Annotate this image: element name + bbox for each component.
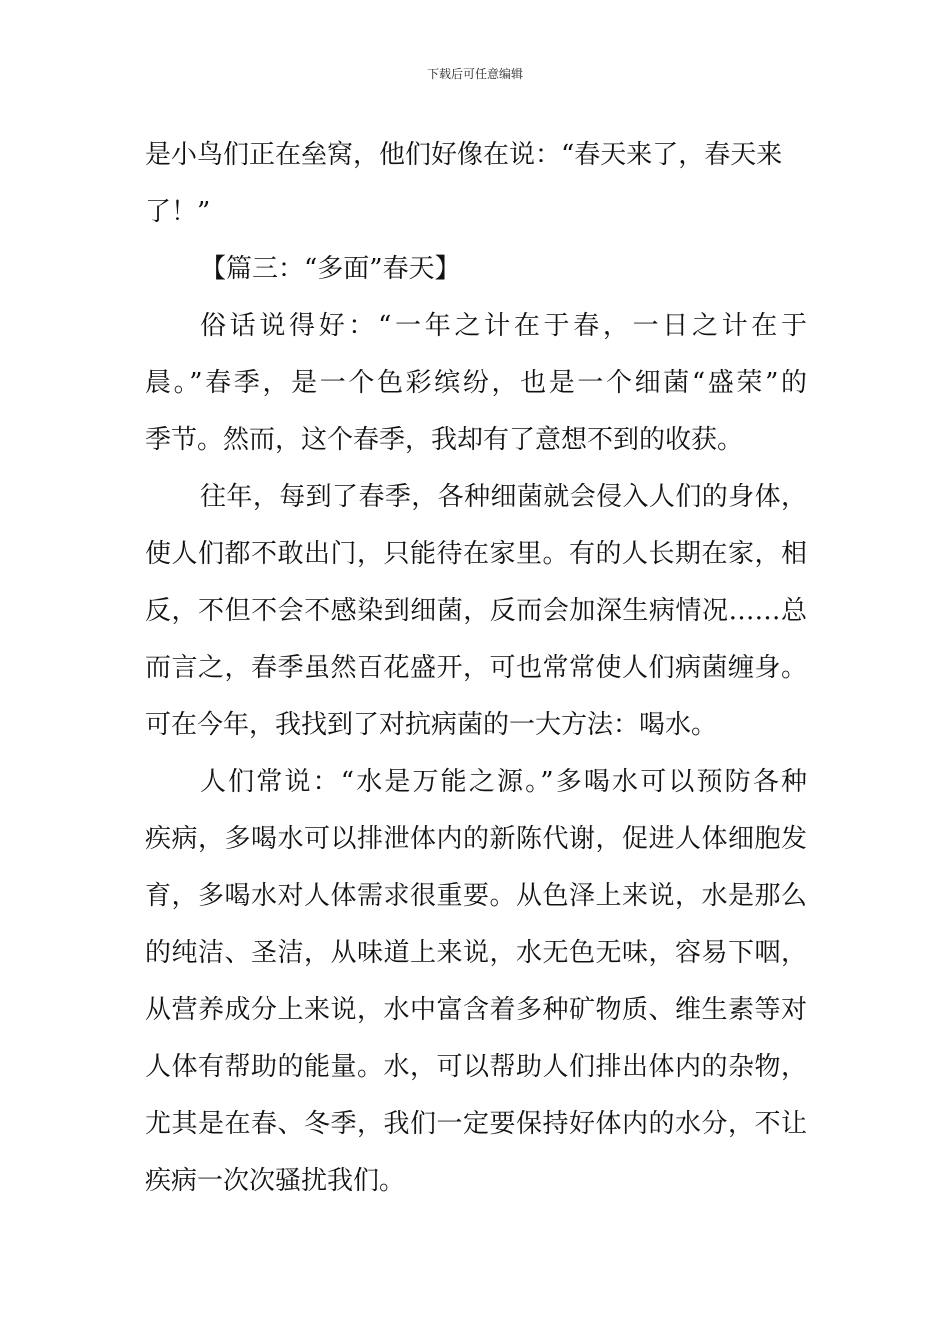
text-line: 往年，每到了春季，各种细菌就会侵入人们的身体， <box>200 482 807 512</box>
text-line: 疾病，多喝水可以排泄体内的新陈代谢，促进人体细胞发 <box>145 824 807 854</box>
text-line: 人体有帮助的能量。水，可以帮助人们排出体内的杂物， <box>145 1052 807 1082</box>
text-line: 是小鸟们正在垒窝，他们好像在说：“春天来了，春天来 <box>145 140 783 170</box>
text-line: 人们常说：“水是万能之源。”多喝水可以预防各种 <box>200 767 807 797</box>
text-line: 季节。然而，这个春季，我却有了意想不到的收获。 <box>145 425 744 455</box>
text-line: 俗话说得好：“一年之计在于春，一日之计在于 <box>200 311 807 341</box>
text-line: 了！” <box>145 197 211 227</box>
document-body <box>145 127 807 1210</box>
text-line: 从营养成分上来说，水中富含着多种矿物质、维生素等对 <box>145 995 807 1025</box>
section-title: 【篇三：“多面”春天】 <box>200 254 461 284</box>
text-line: 育，多喝水对人体需求很重要。从色泽上来说，水是那么 <box>145 881 807 911</box>
page-header: 下载后可任意编辑 <box>426 67 523 81</box>
text-line: 尤其是在春、冬季，我们一定要保持好体内的水分，不让 <box>145 1109 807 1139</box>
text-line: 可在今年，我找到了对抗病菌的一大方法：喝水。 <box>145 710 718 740</box>
text-line: 疾病一次次骚扰我们。 <box>145 1166 406 1196</box>
text-line: 反，不但不会不感染到细菌，反而会加深生病情况……总 <box>145 596 807 626</box>
text-line: 晨。”春季，是一个色彩缤纷，也是一个细菌“盛荣”的 <box>145 368 807 398</box>
text-line: 而言之，春季虽然百花盛开，可也常常使人们病菌缠身。 <box>145 653 807 683</box>
text-line: 的纯洁、圣洁，从味道上来说，水无色无味，容易下咽， <box>145 938 807 968</box>
text-line: 使人们都不敢出门，只能待在家里。有的人长期在家，相 <box>145 539 807 569</box>
